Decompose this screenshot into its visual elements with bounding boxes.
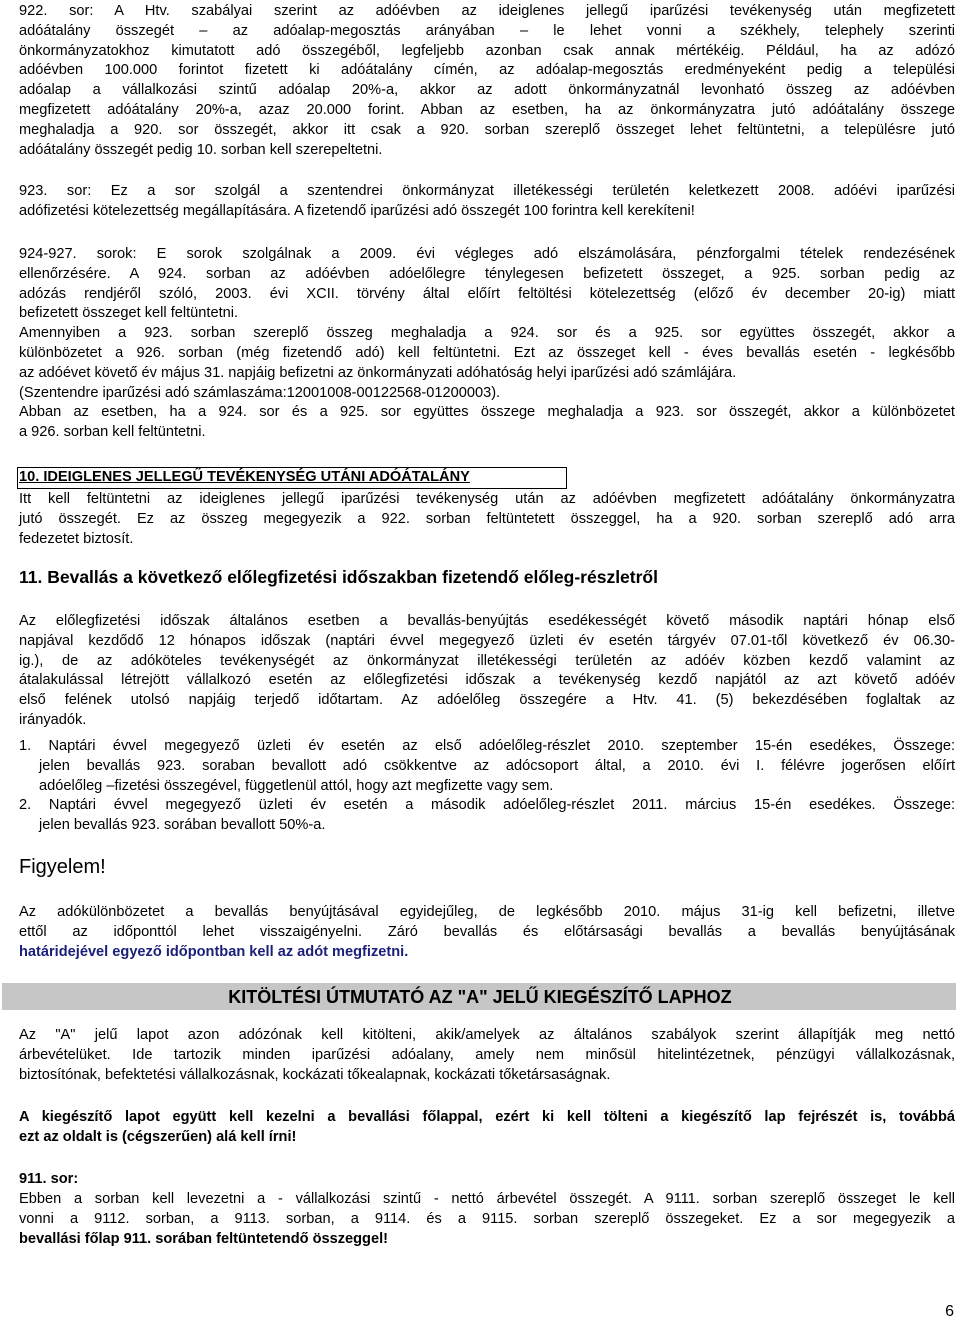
text-line: adóévben 100.000 forintot fizetett ki adóátalány címén, az adóalap-megosztás eredményeként pedig a települési bbox=[19, 62, 955, 79]
list-11 bbox=[19, 737, 955, 836]
text-line: a 926. sorban kell feltüntetni. bbox=[19, 424, 206, 441]
text-line: (Szentendre iparűzési adó számlaszáma:12001008-00122568-01200003). bbox=[19, 384, 501, 401]
text-line: Az előlegfizetési időszak általános esetben a bevallás-benyújtás esedékességét követő második naptári hónap első bbox=[19, 613, 955, 629]
text-line: 922. sor: A Htv. szabályai szerint az adóévben az ideiglenes jellegű iparűzési tevékenység után megfizetett bbox=[19, 3, 955, 19]
paragraph-signature-note bbox=[19, 1108, 955, 1148]
text-line: ettől az időponttól lehet visszaigényelni. Záró bevallás és előtársasági bevallás a bevallás benyújtásának bbox=[19, 923, 955, 940]
text-line: adóátalány összegét pedig 10. sorban kell szerepeltetni. bbox=[19, 141, 383, 158]
warning-heading: Figyelem! bbox=[19, 856, 106, 878]
paragraph-a-sheet bbox=[19, 1026, 955, 1085]
text-line: bevallási főlap 911. sorában feltüntetendő összeggel! bbox=[19, 1230, 388, 1247]
paragraph-923 bbox=[19, 182, 955, 222]
text-line: vonni a 9112. sorban, a 9113. sorban, a 9114. és a 9115. sorban szereplő összegeket. Ez a sor megegyezik a bbox=[19, 1210, 955, 1227]
text-line: irányadók. bbox=[19, 711, 87, 728]
text-line: ig.), de az adóköteles tevékenységét az önkormányzat illetékességi területén az adóév közben kezdő valamint az bbox=[19, 652, 955, 669]
paragraph-10 bbox=[19, 490, 955, 549]
text-line: 2. Naptári évvel megegyező üzleti év esetén a második adóelőleg-részlet 2011. március 15-én esedékes. Összege: bbox=[19, 797, 955, 814]
section-10-heading: 10. IDEIGLENES JELLEGŰ TEVÉKENYSÉG UTÁNI ADÓÁTALÁNY bbox=[19, 469, 470, 485]
text-line: ellenőrzésére. A 924. sorban az adóévben adóelőlegre ténylegesen befizetett összeget, a 925. sorban pedig az bbox=[19, 265, 955, 282]
text-line: biztosítónak, befektetési vállalkozásnak, kockázati tőkealapnak, kockázati tőketársaságnak. bbox=[19, 1066, 611, 1083]
paragraph-11 bbox=[19, 612, 955, 731]
text-line: önkormányzatokhoz kimutatott adó összegéből, legfeljebb azonban csak annak mértékéig. Például, ha az adózó bbox=[19, 42, 955, 59]
text-line: 1. Naptári évvel megegyező üzleti év esetén az első adóelőleg-részlet 2010. szeptember 15-én esedékes, Összege: bbox=[19, 738, 955, 754]
text-line: Amennyiben a 923. sorban szereplő összeg meghaladja a 924. sor és a 925. sor együttes összegét, akkor a bbox=[19, 325, 955, 342]
text-line: befizetett összeget kell feltüntetni. bbox=[19, 305, 239, 322]
text-line: adóátalány összegét – az adóalap-megosztás arányában – le lehet vonni a székhely, telephely szerinti bbox=[19, 22, 955, 39]
text-line: fedezetet biztosít. bbox=[19, 530, 134, 547]
text-line: első felének utolsó napjáig terjedő időtartam. Az adóelőleg összegére a Htv. 41. (5) bekezdésében foglaltak az bbox=[19, 692, 955, 709]
list-item bbox=[19, 796, 955, 836]
paragraph-924-927 bbox=[19, 245, 955, 443]
text-line: meghaladja a 920. sor összegét, akkor itt csak a 920. sorban szereplő összeget lehet feltüntetni, a településre jutó bbox=[19, 121, 955, 138]
text-line: Itt kell feltüntetni az ideiglenes jellegű iparűzési tevékenység után az adóévben megfizetett adóátalány önkormányzatra bbox=[19, 491, 955, 507]
text-line: megfizetett adóátalány 20%-a, azaz 20.000 forint. Abban az esetben, ha az önkormányzatra jutó adóátalány összege bbox=[19, 101, 955, 118]
text-line: 924-927. sorok: E sorok szolgálnak a 2009. évi végleges adó elszámolására, pénzforgalmi tételek rendezésének bbox=[19, 246, 955, 262]
page-number: 6 bbox=[945, 1303, 954, 1320]
text-line: A kiegészítő lapot együtt kell kezelni a bevallási főlappal, ezért ki kell tölteni a kiegészítő lap fejrészét is, továbbá bbox=[19, 1109, 955, 1125]
text-line: jutó összegét. Ez az összeg megegyezik a 922. sorban feltüntetett összeggel, ha a 920. sorban szereplő adó arra bbox=[19, 510, 955, 527]
text-line: átalakulással létrejött vállalkozó esetén az előlegfizetési időszak a tevékenység kezdő napjától az azt követő adóév bbox=[19, 672, 955, 689]
banner-title: KITÖLTÉSI ÚTMUTATÓ AZ "A" JELŰ KIEGÉSZÍTŐ LAPHOZ bbox=[228, 987, 732, 1007]
text-line: jelen bevallás 923. soraban bevallott adó csökkentve az adócsoport által, a 2010. évi I. félévre jogerősen előírt bbox=[39, 757, 955, 774]
text-line: az adóévet követő év május 31. napjáig befizetni az önkormányzati adóhatóság helyi iparűzési adó számlájára. bbox=[19, 364, 737, 381]
section-11-heading: 11. Bevallás a következő előlegfizetési időszakban fizetendő előleg-részletről bbox=[19, 567, 658, 587]
text-line: jelen bevallás 923. sorában bevallott 50%-a. bbox=[39, 817, 326, 834]
text-line: Ebben a sorban kell levezetni a - vállalkozási szintű - nettó árbevétel összegét. A 9111. sorban szereplő összeget le kell bbox=[19, 1191, 955, 1207]
list-item bbox=[19, 737, 955, 796]
text-line: napjával kezdődő 12 hónapos időszak (naptári évvel megegyező üzleti év esetén tárgyév 07.01-től következő év 06.30- bbox=[19, 632, 955, 649]
paragraph-911 bbox=[19, 1190, 955, 1249]
text-line: határidejével egyező időpontban kell az adót megfizetni. bbox=[19, 943, 409, 960]
text-line: adófizetési kötelezettség megállapítására. A fizetendő iparűzési adó összegét 100 forintra kell kerekíteni! bbox=[19, 202, 695, 219]
text-line: Az adókülönbözetet a bevallás benyújtásával egyidejűleg, de legkésőbb 2010. május 31-ig kell befizetni, illetve bbox=[19, 904, 955, 920]
text-line: árbevételüket. Ide tartozik minden iparűzési adóalany, amely nem minősül hitelintézetnek, pénzügyi vállalkozásnak, bbox=[19, 1046, 955, 1063]
text-line: különbözetet a 926. sorban (még fizetendő adó) kell feltüntetni. Ezt az összeget kell - éves bevallás esetén - legkésőbb bbox=[19, 344, 955, 361]
text-line: Abban az esetben, ha a 924. sor és a 925. sor együttes összege meghaladja a 923. sor összegét, akkor a különbözetet bbox=[19, 404, 955, 421]
paragraph-warning bbox=[19, 903, 955, 962]
text-line: adóalap a vállalkozási szintű adóalap 20%-a, akkor az adott önkormányzatnál levonható összeg az adóévben bbox=[19, 82, 955, 99]
text-line: adózás rendjéről szóló, 2003. évi XCII. törvény által előírt feltöltési kötelezettség (előző év december 20-ig) miatt bbox=[19, 285, 955, 302]
text-line: ezt az oldalt is (cégszerűen) alá kell írni! bbox=[19, 1128, 297, 1145]
text-line: 923. sor: Ez a sor szolgál a szentendrei önkormányzat illetékességi területén keletkezett 2008. adóévi iparűzési bbox=[19, 183, 955, 199]
text-line: Az "A" jelű lapot azon adózónak kell kitölteni, akik/amelyek az általános szabályok szerint állapítják meg nettó bbox=[19, 1027, 955, 1043]
paragraph-922 bbox=[19, 2, 955, 160]
row-911-label: 911. sor: bbox=[19, 1171, 79, 1187]
text-line: adóelőleg –fizetési összegével, függetlenül attól, hogy azt megfizette vagy sem. bbox=[39, 777, 554, 794]
